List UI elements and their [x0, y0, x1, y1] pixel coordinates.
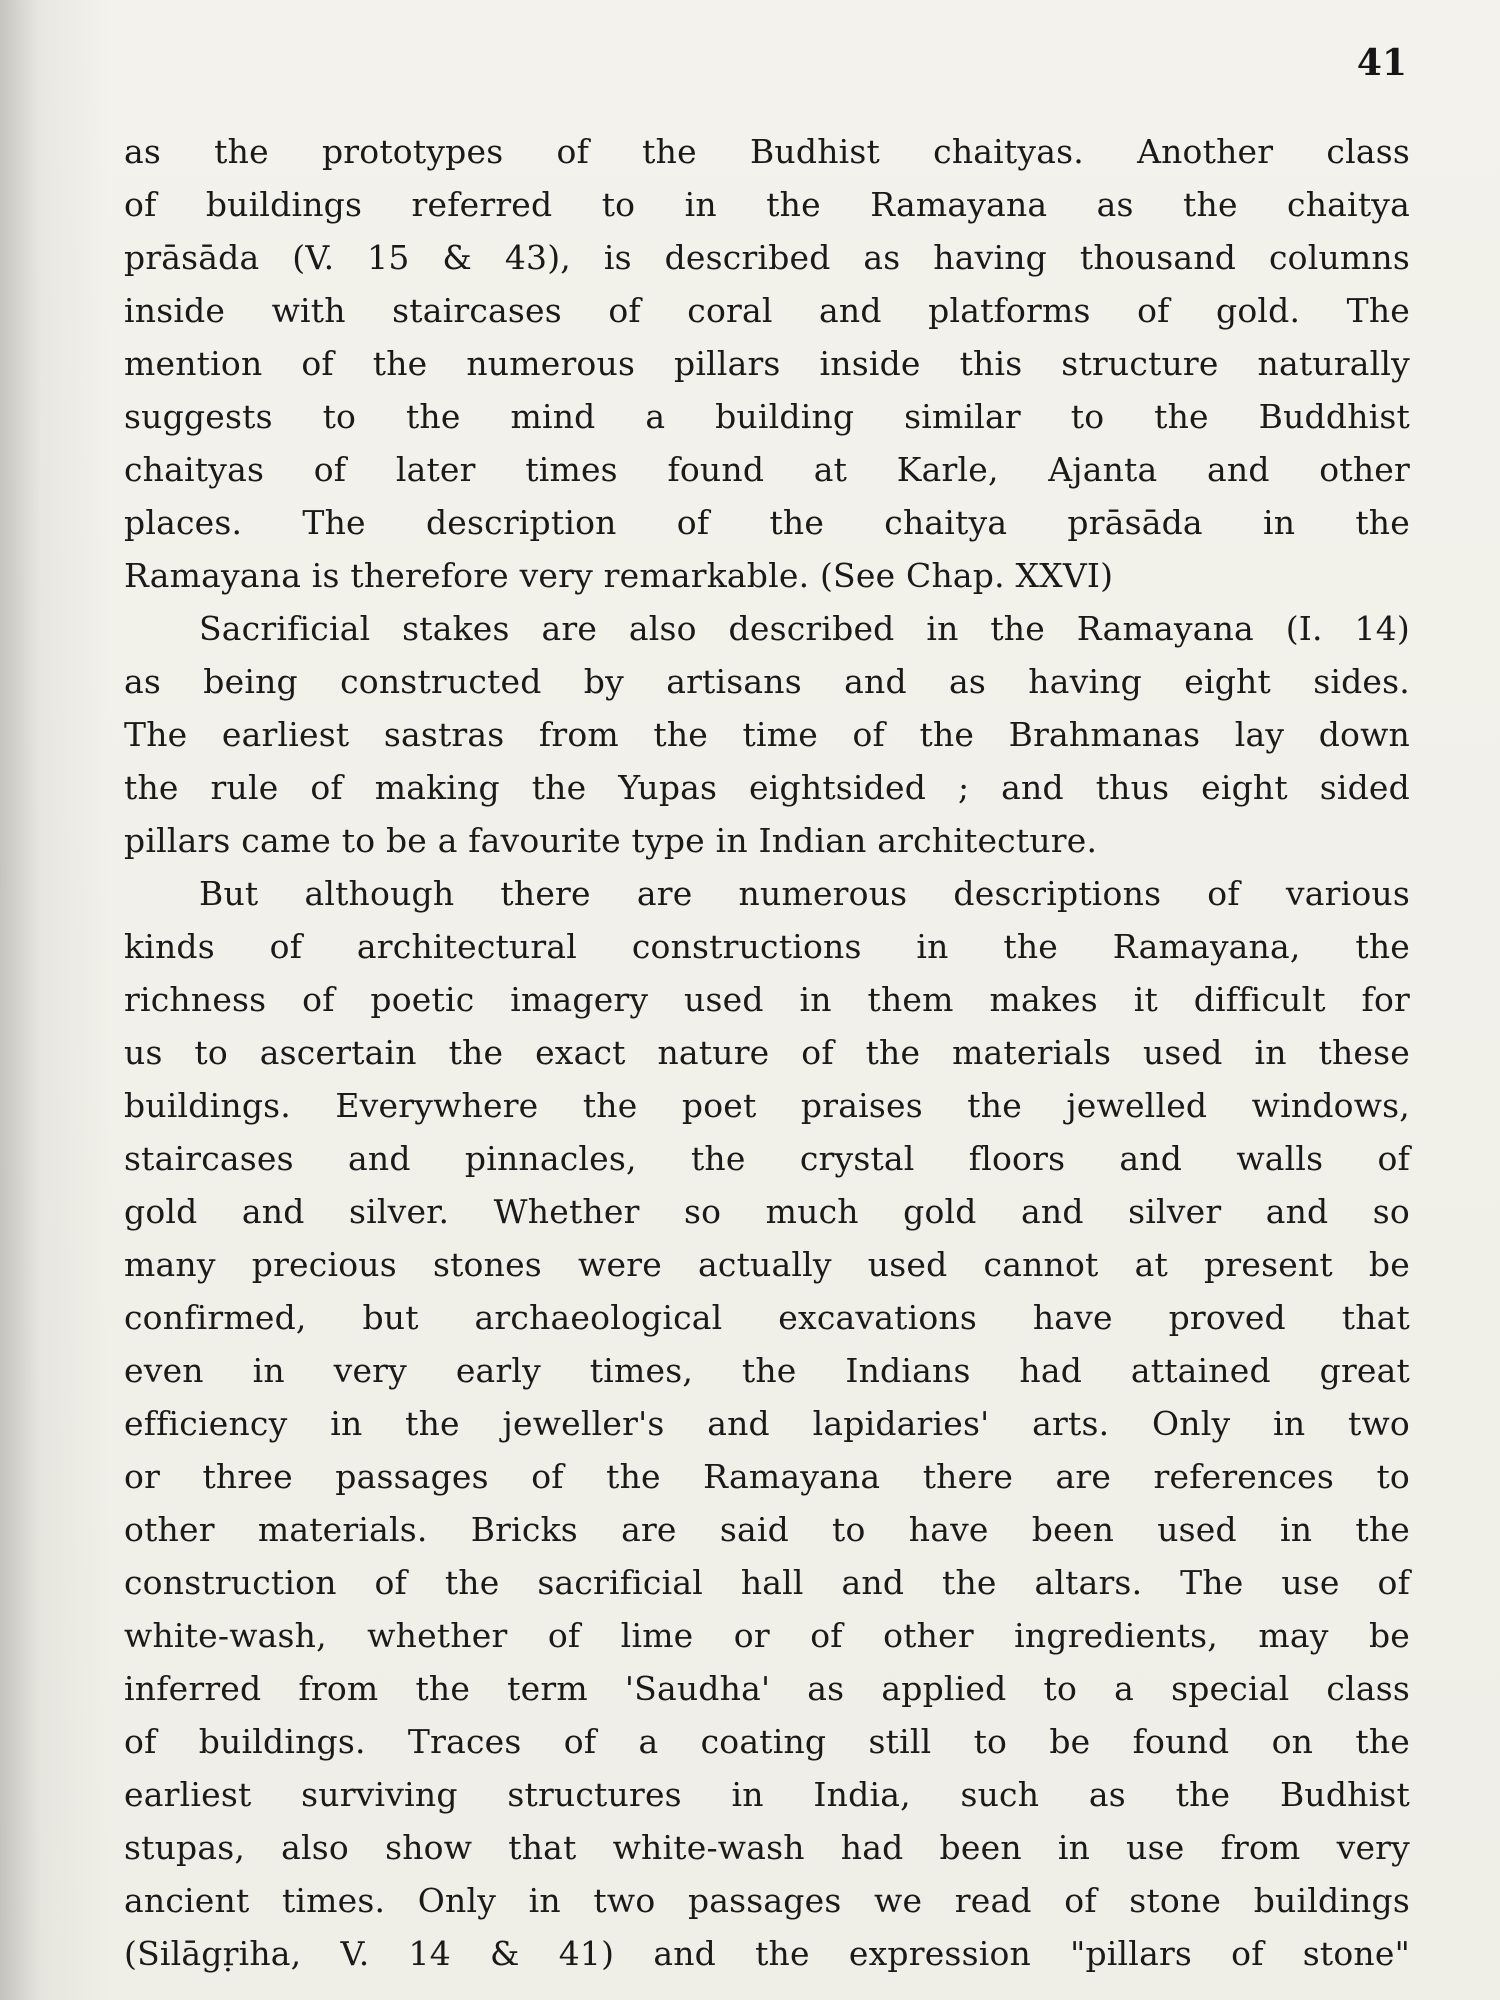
text-line: construction of the sacrificial hall and the altars. The use of	[124, 1563, 1410, 1602]
text-line: The earliest sastras from the time of the Brahmanas lay down	[124, 715, 1410, 754]
text-line: prāsāda (V. 15 & 43), is described as having thousand columns	[124, 238, 1410, 277]
text-line: chaityas of later times found at Karle, Ajanta and other	[124, 450, 1410, 489]
text-line: richness of poetic imagery used in them makes it difficult for	[124, 980, 1410, 1019]
text-line: buildings. Everywhere the poet praises the jewelled windows,	[124, 1086, 1410, 1125]
text-line: staircases and pinnacles, the crystal floors and walls of	[124, 1139, 1410, 1178]
text-line: inferred from the term 'Saudha' as applied to a special class	[124, 1669, 1410, 1708]
text-line: as the prototypes of the Budhist chaityas. Another class	[124, 132, 1410, 171]
text-line: kinds of architectural constructions in the Ramayana, the	[124, 927, 1410, 966]
text-line: confirmed, but archaeological excavations have proved that	[124, 1298, 1410, 1337]
text-line: (Silāgṛiha, V. 14 & 41) and the expression "pillars of stone"	[124, 1934, 1410, 1973]
text-line: the rule of making the Yupas eightsided ; and thus eight sided	[124, 768, 1410, 807]
text-line: earliest surviving structures in India, such as the Budhist	[124, 1775, 1410, 1814]
text-line: places. The description of the chaitya prāsāda in the	[124, 503, 1410, 542]
text-line: even in very early times, the Indians had attained great	[124, 1351, 1410, 1390]
text-line: inside with staircases of coral and platforms of gold. The	[124, 291, 1410, 330]
body-text	[124, 125, 1410, 1980]
text-line: ancient times. Only in two passages we read of stone buildings	[124, 1881, 1410, 1920]
text-line: as being constructed by artisans and as having eight sides.	[124, 662, 1410, 701]
page-number: 41	[1356, 42, 1407, 84]
text-line: of buildings referred to in the Ramayana as the chaitya	[124, 185, 1410, 224]
text-line: other materials. Bricks are said to have been used in the	[124, 1510, 1410, 1549]
text-line: stupas, also show that white-wash had been in use from very	[124, 1828, 1410, 1867]
text-line: suggests to the mind a building similar to the Buddhist	[124, 397, 1410, 436]
text-line: or three passages of the Ramayana there are references to	[124, 1457, 1410, 1496]
text-line: But although there are numerous descriptions of various	[199, 874, 1410, 913]
text-line: efficiency in the jeweller's and lapidaries' arts. Only in two	[124, 1404, 1410, 1443]
text-line: white-wash, whether of lime or of other ingredients, may be	[124, 1616, 1410, 1655]
text-line: Ramayana is therefore very remarkable. (See Chap. XXVI)	[124, 556, 1114, 595]
text-line: gold and silver. Whether so much gold and silver and so	[124, 1192, 1410, 1231]
text-line: many precious stones were actually used cannot at present be	[124, 1245, 1410, 1284]
text-line: us to ascertain the exact nature of the materials used in these	[124, 1033, 1410, 1072]
text-line: Sacrificial stakes are also described in the Ramayana (I. 14)	[199, 609, 1410, 648]
text-line: of buildings. Traces of a coating still to be found on the	[124, 1722, 1410, 1761]
text-line: mention of the numerous pillars inside this structure naturally	[124, 344, 1410, 383]
text-line: pillars came to be a favourite type in Indian architecture.	[124, 821, 1098, 860]
